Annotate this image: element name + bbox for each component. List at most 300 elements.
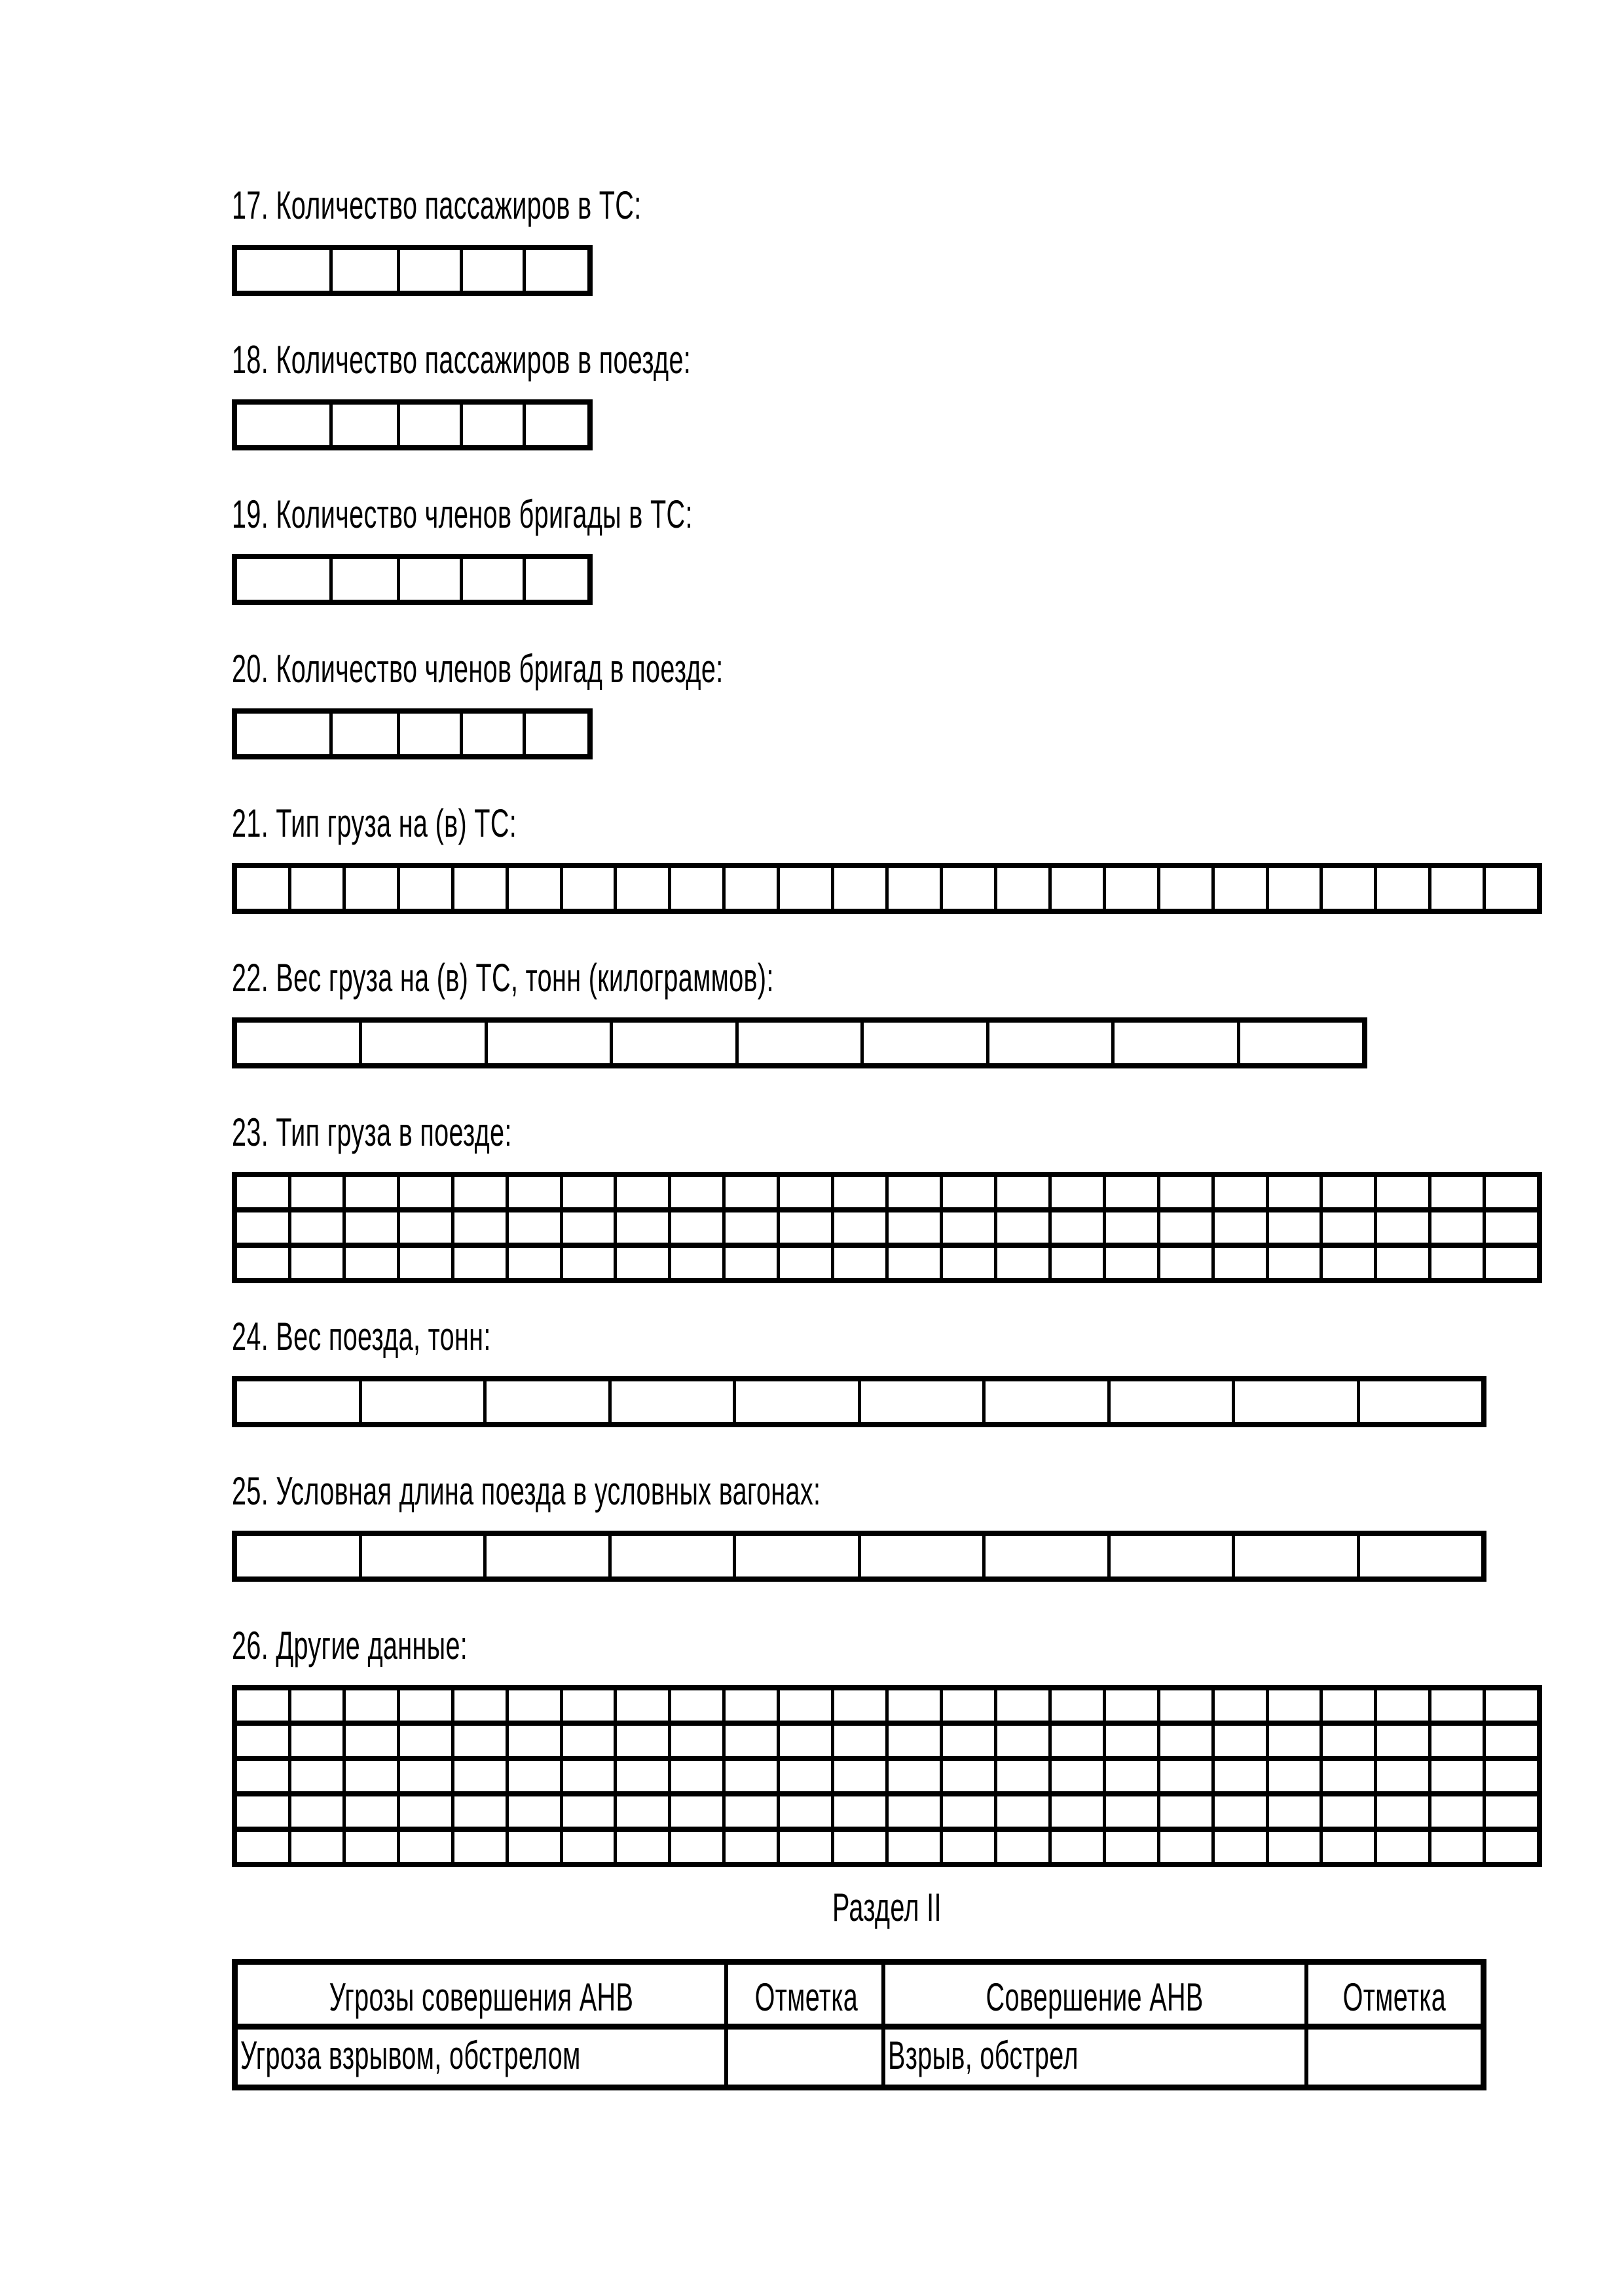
grid-cell[interactable] bbox=[668, 868, 722, 909]
grid-cell[interactable] bbox=[1428, 1248, 1483, 1278]
grid-cell[interactable] bbox=[397, 1212, 451, 1243]
grid-cell[interactable] bbox=[608, 1381, 733, 1422]
grid-cell[interactable] bbox=[506, 1212, 560, 1243]
grid-cell[interactable] bbox=[614, 868, 668, 909]
grid-cell[interactable] bbox=[940, 1248, 994, 1278]
commission-mark-cell[interactable] bbox=[1306, 2027, 1484, 2088]
item-label-21 bbox=[232, 803, 1624, 845]
grid-cell[interactable] bbox=[397, 1177, 451, 1207]
grid-cell[interactable] bbox=[858, 1536, 983, 1576]
grid-cell[interactable] bbox=[329, 714, 397, 754]
grid-cell[interactable] bbox=[1428, 1690, 1483, 1721]
grid-cell[interactable] bbox=[359, 1536, 484, 1576]
grid-cell[interactable] bbox=[1374, 1690, 1428, 1721]
grid-cell[interactable] bbox=[1374, 1796, 1428, 1827]
commission-cell: Взрыв, обстрел bbox=[883, 2027, 1306, 2088]
grid-cell[interactable] bbox=[451, 1761, 506, 1791]
grid-cell[interactable] bbox=[940, 1726, 994, 1756]
grid-cell[interactable] bbox=[237, 405, 329, 445]
item-label-text: 23. Тип груза в поезде: bbox=[232, 1110, 512, 1154]
grid-cell[interactable] bbox=[1103, 868, 1157, 909]
grid-cell[interactable] bbox=[668, 1726, 722, 1756]
grid-cell[interactable] bbox=[397, 1796, 451, 1827]
grid-cell[interactable] bbox=[288, 1796, 342, 1827]
grid-cell[interactable] bbox=[1103, 1726, 1157, 1756]
grid-cell[interactable] bbox=[1157, 1761, 1211, 1791]
grid-row bbox=[237, 868, 1537, 909]
grid-cell[interactable] bbox=[1320, 1212, 1374, 1243]
grid-cell[interactable] bbox=[885, 1832, 940, 1862]
grid-cell[interactable] bbox=[940, 1177, 994, 1207]
answer-grid-23 bbox=[232, 1172, 1542, 1283]
grid-cell[interactable] bbox=[608, 1536, 733, 1576]
grid-cell[interactable] bbox=[831, 1761, 885, 1791]
grid-cell[interactable] bbox=[1483, 1248, 1537, 1278]
grid-cell[interactable] bbox=[1320, 1726, 1374, 1756]
grid-cell[interactable] bbox=[1157, 1796, 1211, 1827]
grid-cell[interactable] bbox=[397, 1690, 451, 1721]
grid-cell[interactable] bbox=[614, 1796, 668, 1827]
grid-cell[interactable] bbox=[1320, 1832, 1374, 1862]
grid-cell[interactable] bbox=[668, 1248, 722, 1278]
grid-cell[interactable] bbox=[506, 1832, 560, 1862]
grid-cell[interactable] bbox=[1320, 1761, 1374, 1791]
grid-cell[interactable] bbox=[1320, 1177, 1374, 1207]
grid-cell[interactable] bbox=[1266, 1212, 1320, 1243]
grid-cell[interactable] bbox=[614, 1212, 668, 1243]
col-header-mark-2: Отметка bbox=[1306, 1962, 1484, 2027]
form-item-23 bbox=[232, 1112, 1624, 1283]
grid-cell[interactable] bbox=[1374, 1177, 1428, 1207]
grid-cell[interactable] bbox=[722, 1177, 777, 1207]
grid-cell[interactable] bbox=[668, 1832, 722, 1862]
grid-cell[interactable] bbox=[342, 1248, 397, 1278]
grid-cell[interactable] bbox=[288, 1726, 342, 1756]
grid-cell[interactable] bbox=[506, 1761, 560, 1791]
grid-cell[interactable] bbox=[831, 868, 885, 909]
grid-cell[interactable] bbox=[1103, 1832, 1157, 1862]
grid-cell[interactable] bbox=[610, 1023, 735, 1063]
grid-cell[interactable] bbox=[614, 1832, 668, 1862]
grid-cell[interactable] bbox=[777, 1796, 831, 1827]
grid-cell[interactable] bbox=[614, 1177, 668, 1207]
grid-cell[interactable] bbox=[1357, 1381, 1482, 1422]
grid-cell[interactable] bbox=[722, 1761, 777, 1791]
item-label-22 bbox=[232, 957, 1624, 999]
grid-cell[interactable] bbox=[397, 714, 460, 754]
grid-cell[interactable] bbox=[614, 1761, 668, 1791]
grid-cell[interactable] bbox=[668, 1212, 722, 1243]
grid-cell[interactable] bbox=[237, 868, 288, 909]
grid-cell[interactable] bbox=[288, 868, 342, 909]
grid-cell[interactable] bbox=[451, 1796, 506, 1827]
grid-cell[interactable] bbox=[1266, 1832, 1320, 1862]
answer-grid-26 bbox=[232, 1685, 1542, 1867]
grid-cell[interactable] bbox=[1048, 1832, 1103, 1862]
grid-cell[interactable] bbox=[722, 1248, 777, 1278]
col-header-mark-1: Отметка bbox=[726, 1962, 883, 2027]
grid-cell[interactable] bbox=[1048, 1212, 1103, 1243]
grid-cell[interactable] bbox=[994, 1177, 1048, 1207]
grid-cell[interactable] bbox=[777, 1690, 831, 1721]
grid-cell[interactable] bbox=[1103, 1690, 1157, 1721]
grid-cell[interactable] bbox=[523, 405, 587, 445]
grid-cell[interactable] bbox=[831, 1212, 885, 1243]
grid-cell[interactable] bbox=[560, 1177, 614, 1207]
grid-cell[interactable] bbox=[560, 1832, 614, 1862]
grid-cell[interactable] bbox=[397, 1761, 451, 1791]
item-label-25 bbox=[232, 1470, 1624, 1512]
grid-cell[interactable] bbox=[1428, 1796, 1483, 1827]
grid-row bbox=[237, 1690, 1537, 1721]
grid-row bbox=[237, 1177, 1537, 1207]
grid-cell[interactable] bbox=[860, 1023, 986, 1063]
grid-cell[interactable] bbox=[1048, 1726, 1103, 1756]
grid-cell[interactable] bbox=[1107, 1536, 1232, 1576]
grid-cell[interactable] bbox=[733, 1381, 858, 1422]
grid-cell[interactable] bbox=[342, 1177, 397, 1207]
grid-cell[interactable] bbox=[1483, 1761, 1537, 1791]
grid-cell[interactable] bbox=[668, 1177, 722, 1207]
grid-cell[interactable] bbox=[831, 1248, 885, 1278]
grid-cell[interactable] bbox=[460, 714, 523, 754]
grid-cell[interactable] bbox=[460, 250, 523, 291]
grid-cell[interactable] bbox=[1157, 1832, 1211, 1862]
grid-cell[interactable] bbox=[506, 1726, 560, 1756]
grid-cell[interactable] bbox=[885, 1690, 940, 1721]
grid-cell[interactable] bbox=[1320, 868, 1374, 909]
grid-cell[interactable] bbox=[506, 868, 560, 909]
grid-cell[interactable] bbox=[1266, 1726, 1320, 1756]
grid-cell[interactable] bbox=[831, 1690, 885, 1721]
grid-cell[interactable] bbox=[1157, 1726, 1211, 1756]
grid-cell[interactable] bbox=[397, 1726, 451, 1756]
grid-cell[interactable] bbox=[1483, 1832, 1537, 1862]
grid-row bbox=[237, 714, 587, 754]
grid-cell[interactable] bbox=[982, 1536, 1107, 1576]
grid-cell[interactable] bbox=[777, 868, 831, 909]
grid-cell[interactable] bbox=[668, 1796, 722, 1827]
grid-cell[interactable] bbox=[237, 1381, 359, 1422]
grid-cell[interactable] bbox=[560, 1761, 614, 1791]
grid-cell[interactable] bbox=[237, 714, 329, 754]
grid-cell[interactable] bbox=[523, 559, 587, 600]
grid-cell[interactable] bbox=[1048, 1761, 1103, 1791]
grid-cell[interactable] bbox=[831, 1796, 885, 1827]
grid-cell[interactable] bbox=[237, 1177, 288, 1207]
grid-cell[interactable] bbox=[237, 1832, 288, 1862]
grid-cell[interactable] bbox=[342, 1726, 397, 1756]
grid-cell[interactable] bbox=[1266, 1248, 1320, 1278]
grid-cell[interactable] bbox=[722, 1212, 777, 1243]
grid-cell[interactable] bbox=[986, 1023, 1111, 1063]
grid-cell[interactable] bbox=[560, 1212, 614, 1243]
grid-cell[interactable] bbox=[831, 1832, 885, 1862]
grid-row bbox=[237, 1207, 1537, 1243]
grid-cell[interactable] bbox=[614, 1726, 668, 1756]
grid-cell[interactable] bbox=[523, 714, 587, 754]
grid-cell[interactable] bbox=[506, 1248, 560, 1278]
grid-cell[interactable] bbox=[237, 559, 329, 600]
grid-cell[interactable] bbox=[831, 1726, 885, 1756]
grid-cell[interactable] bbox=[1211, 1761, 1266, 1791]
grid-cell[interactable] bbox=[1428, 1832, 1483, 1862]
grid-row bbox=[237, 1243, 1537, 1278]
grid-cell[interactable] bbox=[1374, 1248, 1428, 1278]
grid-cell[interactable] bbox=[237, 1726, 288, 1756]
grid-cell[interactable] bbox=[1048, 1248, 1103, 1278]
grid-cell[interactable] bbox=[885, 868, 940, 909]
item-label-text: 17. Количество пассажиров в ТС: bbox=[232, 183, 642, 227]
form-item-21 bbox=[232, 803, 1624, 914]
grid-cell[interactable] bbox=[359, 1023, 484, 1063]
grid-cell[interactable] bbox=[885, 1761, 940, 1791]
grid-cell[interactable] bbox=[451, 1212, 506, 1243]
grid-cell[interactable] bbox=[1103, 1761, 1157, 1791]
grid-row bbox=[237, 250, 587, 291]
grid-cell[interactable] bbox=[1048, 1690, 1103, 1721]
grid-cell[interactable] bbox=[777, 1726, 831, 1756]
grid-cell[interactable] bbox=[1111, 1023, 1236, 1063]
grid-cell[interactable] bbox=[288, 1177, 342, 1207]
grid-cell[interactable] bbox=[831, 1177, 885, 1207]
item-label-19 bbox=[232, 494, 1624, 536]
grid-cell[interactable] bbox=[342, 1212, 397, 1243]
grid-cell[interactable] bbox=[1428, 1177, 1483, 1207]
grid-cell[interactable] bbox=[994, 1761, 1048, 1791]
grid-cell[interactable] bbox=[560, 1248, 614, 1278]
grid-cell[interactable] bbox=[397, 1248, 451, 1278]
grid-cell[interactable] bbox=[460, 405, 523, 445]
grid-cell[interactable] bbox=[1428, 1212, 1483, 1243]
grid-cell[interactable] bbox=[1374, 1832, 1428, 1862]
grid-cell[interactable] bbox=[1211, 1177, 1266, 1207]
grid-cell[interactable] bbox=[560, 1690, 614, 1721]
grid-cell[interactable] bbox=[777, 1248, 831, 1278]
grid-cell[interactable] bbox=[722, 1796, 777, 1827]
grid-cell[interactable] bbox=[397, 405, 460, 445]
grid-cell[interactable] bbox=[1103, 1248, 1157, 1278]
grid-cell[interactable] bbox=[1048, 1796, 1103, 1827]
grid-cell[interactable] bbox=[777, 1761, 831, 1791]
grid-cell[interactable] bbox=[777, 1212, 831, 1243]
grid-cell[interactable] bbox=[1232, 1536, 1357, 1576]
grid-cell[interactable] bbox=[342, 1832, 397, 1862]
grid-row bbox=[237, 1791, 1537, 1827]
grid-cell[interactable] bbox=[451, 1832, 506, 1862]
grid-cell[interactable] bbox=[994, 1690, 1048, 1721]
grid-cell[interactable] bbox=[1374, 1212, 1428, 1243]
grid-cell[interactable] bbox=[1357, 1536, 1482, 1576]
grid-cell[interactable] bbox=[329, 250, 397, 291]
grid-cell[interactable] bbox=[1266, 868, 1320, 909]
grid-row bbox=[237, 1721, 1537, 1756]
grid-row bbox=[237, 1827, 1537, 1862]
grid-cell[interactable] bbox=[359, 1381, 484, 1422]
grid-row bbox=[237, 1381, 1481, 1422]
grid-cell[interactable] bbox=[1320, 1248, 1374, 1278]
grid-cell[interactable] bbox=[1211, 1212, 1266, 1243]
grid-cell[interactable] bbox=[1103, 1796, 1157, 1827]
grid-cell[interactable] bbox=[288, 1690, 342, 1721]
grid-cell[interactable] bbox=[460, 559, 523, 600]
grid-cell[interactable] bbox=[342, 1796, 397, 1827]
grid-cell[interactable] bbox=[329, 405, 397, 445]
grid-cell[interactable] bbox=[777, 1177, 831, 1207]
grid-cell[interactable] bbox=[288, 1832, 342, 1862]
grid-cell[interactable] bbox=[483, 1536, 608, 1576]
grid-cell[interactable] bbox=[342, 1690, 397, 1721]
grid-cell[interactable] bbox=[994, 1726, 1048, 1756]
grid-cell[interactable] bbox=[1483, 1726, 1537, 1756]
grid-cell[interactable] bbox=[1374, 1726, 1428, 1756]
grid-cell[interactable] bbox=[885, 1177, 940, 1207]
grid-cell[interactable] bbox=[329, 559, 397, 600]
grid-cell[interactable] bbox=[288, 1248, 342, 1278]
grid-row bbox=[237, 405, 587, 445]
grid-cell[interactable] bbox=[1266, 1796, 1320, 1827]
threat-mark-cell[interactable] bbox=[726, 2027, 883, 2088]
grid-cell[interactable] bbox=[523, 250, 587, 291]
grid-cell[interactable] bbox=[397, 868, 451, 909]
grid-cell[interactable] bbox=[237, 1248, 288, 1278]
grid-cell[interactable] bbox=[451, 1690, 506, 1721]
grid-cell[interactable] bbox=[1266, 1761, 1320, 1791]
grid-cell[interactable] bbox=[397, 250, 460, 291]
grid-cell[interactable] bbox=[1157, 1212, 1211, 1243]
grid-cell[interactable] bbox=[1211, 1796, 1266, 1827]
grid-cell[interactable] bbox=[1237, 1023, 1362, 1063]
grid-cell[interactable] bbox=[1157, 1248, 1211, 1278]
grid-cell[interactable] bbox=[940, 1690, 994, 1721]
form-item-17 bbox=[232, 185, 1624, 296]
grid-cell[interactable] bbox=[1374, 868, 1428, 909]
grid-cell[interactable] bbox=[237, 250, 329, 291]
grid-cell[interactable] bbox=[237, 1023, 359, 1063]
grid-cell[interactable] bbox=[483, 1381, 608, 1422]
grid-cell[interactable] bbox=[994, 1212, 1048, 1243]
grid-cell[interactable] bbox=[397, 559, 460, 600]
grid-cell[interactable] bbox=[1211, 1690, 1266, 1721]
grid-cell[interactable] bbox=[397, 1832, 451, 1862]
grid-cell[interactable] bbox=[733, 1536, 858, 1576]
grid-cell[interactable] bbox=[668, 1690, 722, 1721]
grid-cell[interactable] bbox=[506, 1177, 560, 1207]
grid-cell[interactable] bbox=[506, 1796, 560, 1827]
item-label-text: 19. Количество членов бригады в ТС: bbox=[232, 492, 693, 536]
grid-cell[interactable] bbox=[994, 868, 1048, 909]
grid-cell[interactable] bbox=[614, 1248, 668, 1278]
grid-cell[interactable] bbox=[1483, 868, 1537, 909]
grid-cell[interactable] bbox=[1428, 1726, 1483, 1756]
grid-cell[interactable] bbox=[1428, 1761, 1483, 1791]
grid-cell[interactable] bbox=[1157, 868, 1211, 909]
grid-cell[interactable] bbox=[777, 1832, 831, 1862]
grid-cell[interactable] bbox=[1107, 1381, 1232, 1422]
grid-cell[interactable] bbox=[722, 1832, 777, 1862]
grid-cell[interactable] bbox=[1211, 1832, 1266, 1862]
grid-cell[interactable] bbox=[735, 1023, 860, 1063]
grid-cell[interactable] bbox=[288, 1212, 342, 1243]
grid-cell[interactable] bbox=[940, 1761, 994, 1791]
grid-cell[interactable] bbox=[885, 1796, 940, 1827]
grid-cell[interactable] bbox=[1211, 1726, 1266, 1756]
grid-cell[interactable] bbox=[1211, 868, 1266, 909]
grid-cell[interactable] bbox=[1266, 1690, 1320, 1721]
grid-cell[interactable] bbox=[1103, 1212, 1157, 1243]
grid-cell[interactable] bbox=[885, 1726, 940, 1756]
grid-cell[interactable] bbox=[1103, 1177, 1157, 1207]
grid-cell[interactable] bbox=[1320, 1796, 1374, 1827]
item-label-text: 24. Вес поезда, тонн: bbox=[232, 1315, 491, 1358]
grid-cell[interactable] bbox=[1232, 1381, 1357, 1422]
grid-cell[interactable] bbox=[940, 1212, 994, 1243]
grid-cell[interactable] bbox=[668, 1761, 722, 1791]
grid-cell[interactable] bbox=[994, 1832, 1048, 1862]
grid-cell[interactable] bbox=[614, 1690, 668, 1721]
grid-cell[interactable] bbox=[451, 1726, 506, 1756]
grid-cell[interactable] bbox=[560, 1796, 614, 1827]
grid-cell[interactable] bbox=[451, 1177, 506, 1207]
grid-cell[interactable] bbox=[342, 868, 397, 909]
grid-cell[interactable] bbox=[722, 1690, 777, 1721]
grid-cell[interactable] bbox=[885, 1212, 940, 1243]
grid-cell[interactable] bbox=[1483, 1690, 1537, 1721]
grid-cell[interactable] bbox=[1374, 1761, 1428, 1791]
grid-cell[interactable] bbox=[237, 1536, 359, 1576]
grid-cell[interactable] bbox=[451, 1248, 506, 1278]
grid-cell[interactable] bbox=[1048, 1177, 1103, 1207]
grid-cell[interactable] bbox=[940, 868, 994, 909]
grid-cell[interactable] bbox=[1157, 1690, 1211, 1721]
grid-cell[interactable] bbox=[485, 1023, 610, 1063]
grid-cell[interactable] bbox=[1211, 1248, 1266, 1278]
grid-cell[interactable] bbox=[994, 1248, 1048, 1278]
grid-cell[interactable] bbox=[288, 1761, 342, 1791]
grid-row bbox=[237, 1756, 1537, 1791]
form-item-20 bbox=[232, 648, 1624, 759]
grid-cell[interactable] bbox=[506, 1690, 560, 1721]
grid-cell[interactable] bbox=[1266, 1177, 1320, 1207]
grid-cell[interactable] bbox=[1048, 868, 1103, 909]
grid-cell[interactable] bbox=[1483, 1177, 1537, 1207]
form-item-18 bbox=[232, 339, 1624, 450]
grid-cell[interactable] bbox=[237, 1690, 288, 1721]
grid-cell[interactable] bbox=[237, 1796, 288, 1827]
grid-cell[interactable] bbox=[1483, 1796, 1537, 1827]
grid-cell[interactable] bbox=[237, 1761, 288, 1791]
grid-cell[interactable] bbox=[994, 1796, 1048, 1827]
grid-cell[interactable] bbox=[722, 868, 777, 909]
grid-cell[interactable] bbox=[1320, 1690, 1374, 1721]
grid-cell[interactable] bbox=[885, 1248, 940, 1278]
grid-cell[interactable] bbox=[858, 1381, 983, 1422]
grid-cell[interactable] bbox=[1157, 1177, 1211, 1207]
grid-cell[interactable] bbox=[940, 1832, 994, 1862]
grid-cell[interactable] bbox=[560, 1726, 614, 1756]
grid-cell[interactable] bbox=[237, 1212, 288, 1243]
grid-cell[interactable] bbox=[1428, 868, 1483, 909]
grid-cell[interactable] bbox=[451, 868, 506, 909]
grid-cell[interactable] bbox=[560, 868, 614, 909]
grid-cell[interactable] bbox=[1483, 1212, 1537, 1243]
grid-cell[interactable] bbox=[982, 1381, 1107, 1422]
form-item-24 bbox=[232, 1316, 1624, 1427]
grid-cell[interactable] bbox=[722, 1726, 777, 1756]
grid-cell[interactable] bbox=[342, 1761, 397, 1791]
item-label-20 bbox=[232, 648, 1624, 690]
grid-cell[interactable] bbox=[940, 1796, 994, 1827]
